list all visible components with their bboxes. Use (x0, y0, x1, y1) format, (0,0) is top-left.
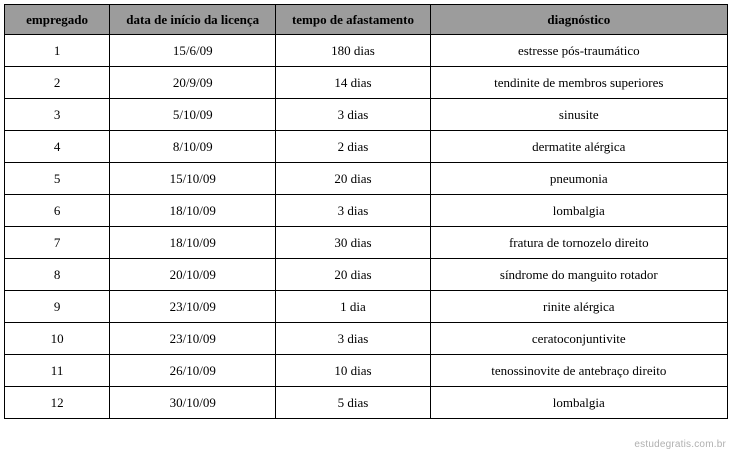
cell-tempo-afastamento: 30 dias (276, 227, 430, 259)
cell-data-inicio: 15/6/09 (110, 35, 276, 67)
column-header-diagnostico: diagnóstico (430, 5, 727, 35)
cell-data-inicio: 15/10/09 (110, 163, 276, 195)
table-row (5, 99, 728, 131)
cell-diagnostico: fratura de tornozelo direito (430, 227, 727, 259)
cell-data-inicio: 30/10/09 (110, 387, 276, 419)
cell-tempo-afastamento: 5 dias (276, 387, 430, 419)
table-row (5, 323, 728, 355)
cell-data-inicio: 18/10/09 (110, 227, 276, 259)
cell-diagnostico: tenossinovite de antebraço direito (430, 355, 727, 387)
cell-diagnostico: lombalgia (430, 195, 727, 227)
cell-tempo-afastamento: 14 dias (276, 67, 430, 99)
cell-empregado: 9 (5, 291, 110, 323)
cell-diagnostico: pneumonia (430, 163, 727, 195)
table-row (5, 131, 728, 163)
cell-empregado: 4 (5, 131, 110, 163)
cell-tempo-afastamento: 1 dia (276, 291, 430, 323)
cell-tempo-afastamento: 20 dias (276, 259, 430, 291)
cell-empregado: 7 (5, 227, 110, 259)
cell-diagnostico: ceratoconjuntivite (430, 323, 727, 355)
cell-tempo-afastamento: 3 dias (276, 323, 430, 355)
table-header-row (5, 5, 728, 35)
cell-data-inicio: 26/10/09 (110, 355, 276, 387)
table-row (5, 259, 728, 291)
table-row (5, 195, 728, 227)
table-row (5, 227, 728, 259)
table-row (5, 387, 728, 419)
cell-data-inicio: 8/10/09 (110, 131, 276, 163)
cell-empregado: 12 (5, 387, 110, 419)
table-row (5, 291, 728, 323)
cell-empregado: 5 (5, 163, 110, 195)
document-page (0, 4, 732, 452)
table-body (5, 35, 728, 419)
cell-diagnostico: dermatite alérgica (430, 131, 727, 163)
cell-tempo-afastamento: 2 dias (276, 131, 430, 163)
cell-tempo-afastamento: 3 dias (276, 195, 430, 227)
cell-diagnostico: síndrome do manguito rotador (430, 259, 727, 291)
cell-diagnostico: rinite alérgica (430, 291, 727, 323)
cell-tempo-afastamento: 20 dias (276, 163, 430, 195)
cell-data-inicio: 5/10/09 (110, 99, 276, 131)
cell-diagnostico: sinusite (430, 99, 727, 131)
watermark: estudegratis.com.br (634, 439, 726, 450)
column-header-tempo-afastamento: tempo de afastamento (276, 5, 430, 35)
cell-empregado: 8 (5, 259, 110, 291)
cell-diagnostico: tendinite de membros superiores (430, 67, 727, 99)
cell-empregado: 11 (5, 355, 110, 387)
cell-diagnostico: lombalgia (430, 387, 727, 419)
cell-data-inicio: 20/10/09 (110, 259, 276, 291)
table-row (5, 355, 728, 387)
table-row (5, 163, 728, 195)
cell-data-inicio: 23/10/09 (110, 323, 276, 355)
cell-empregado: 1 (5, 35, 110, 67)
cell-empregado: 3 (5, 99, 110, 131)
cell-empregado: 10 (5, 323, 110, 355)
table-row (5, 67, 728, 99)
cell-tempo-afastamento: 180 dias (276, 35, 430, 67)
cell-tempo-afastamento: 3 dias (276, 99, 430, 131)
cell-empregado: 6 (5, 195, 110, 227)
column-header-data-inicio: data de início da licença (110, 5, 276, 35)
column-header-empregado: empregado (5, 5, 110, 35)
table-row (5, 35, 728, 67)
cell-diagnostico: estresse pós-traumático (430, 35, 727, 67)
cell-data-inicio: 18/10/09 (110, 195, 276, 227)
cell-data-inicio: 20/9/09 (110, 67, 276, 99)
sick-leave-table (4, 4, 728, 419)
cell-data-inicio: 23/10/09 (110, 291, 276, 323)
cell-empregado: 2 (5, 67, 110, 99)
table-header (5, 5, 728, 35)
cell-tempo-afastamento: 10 dias (276, 355, 430, 387)
